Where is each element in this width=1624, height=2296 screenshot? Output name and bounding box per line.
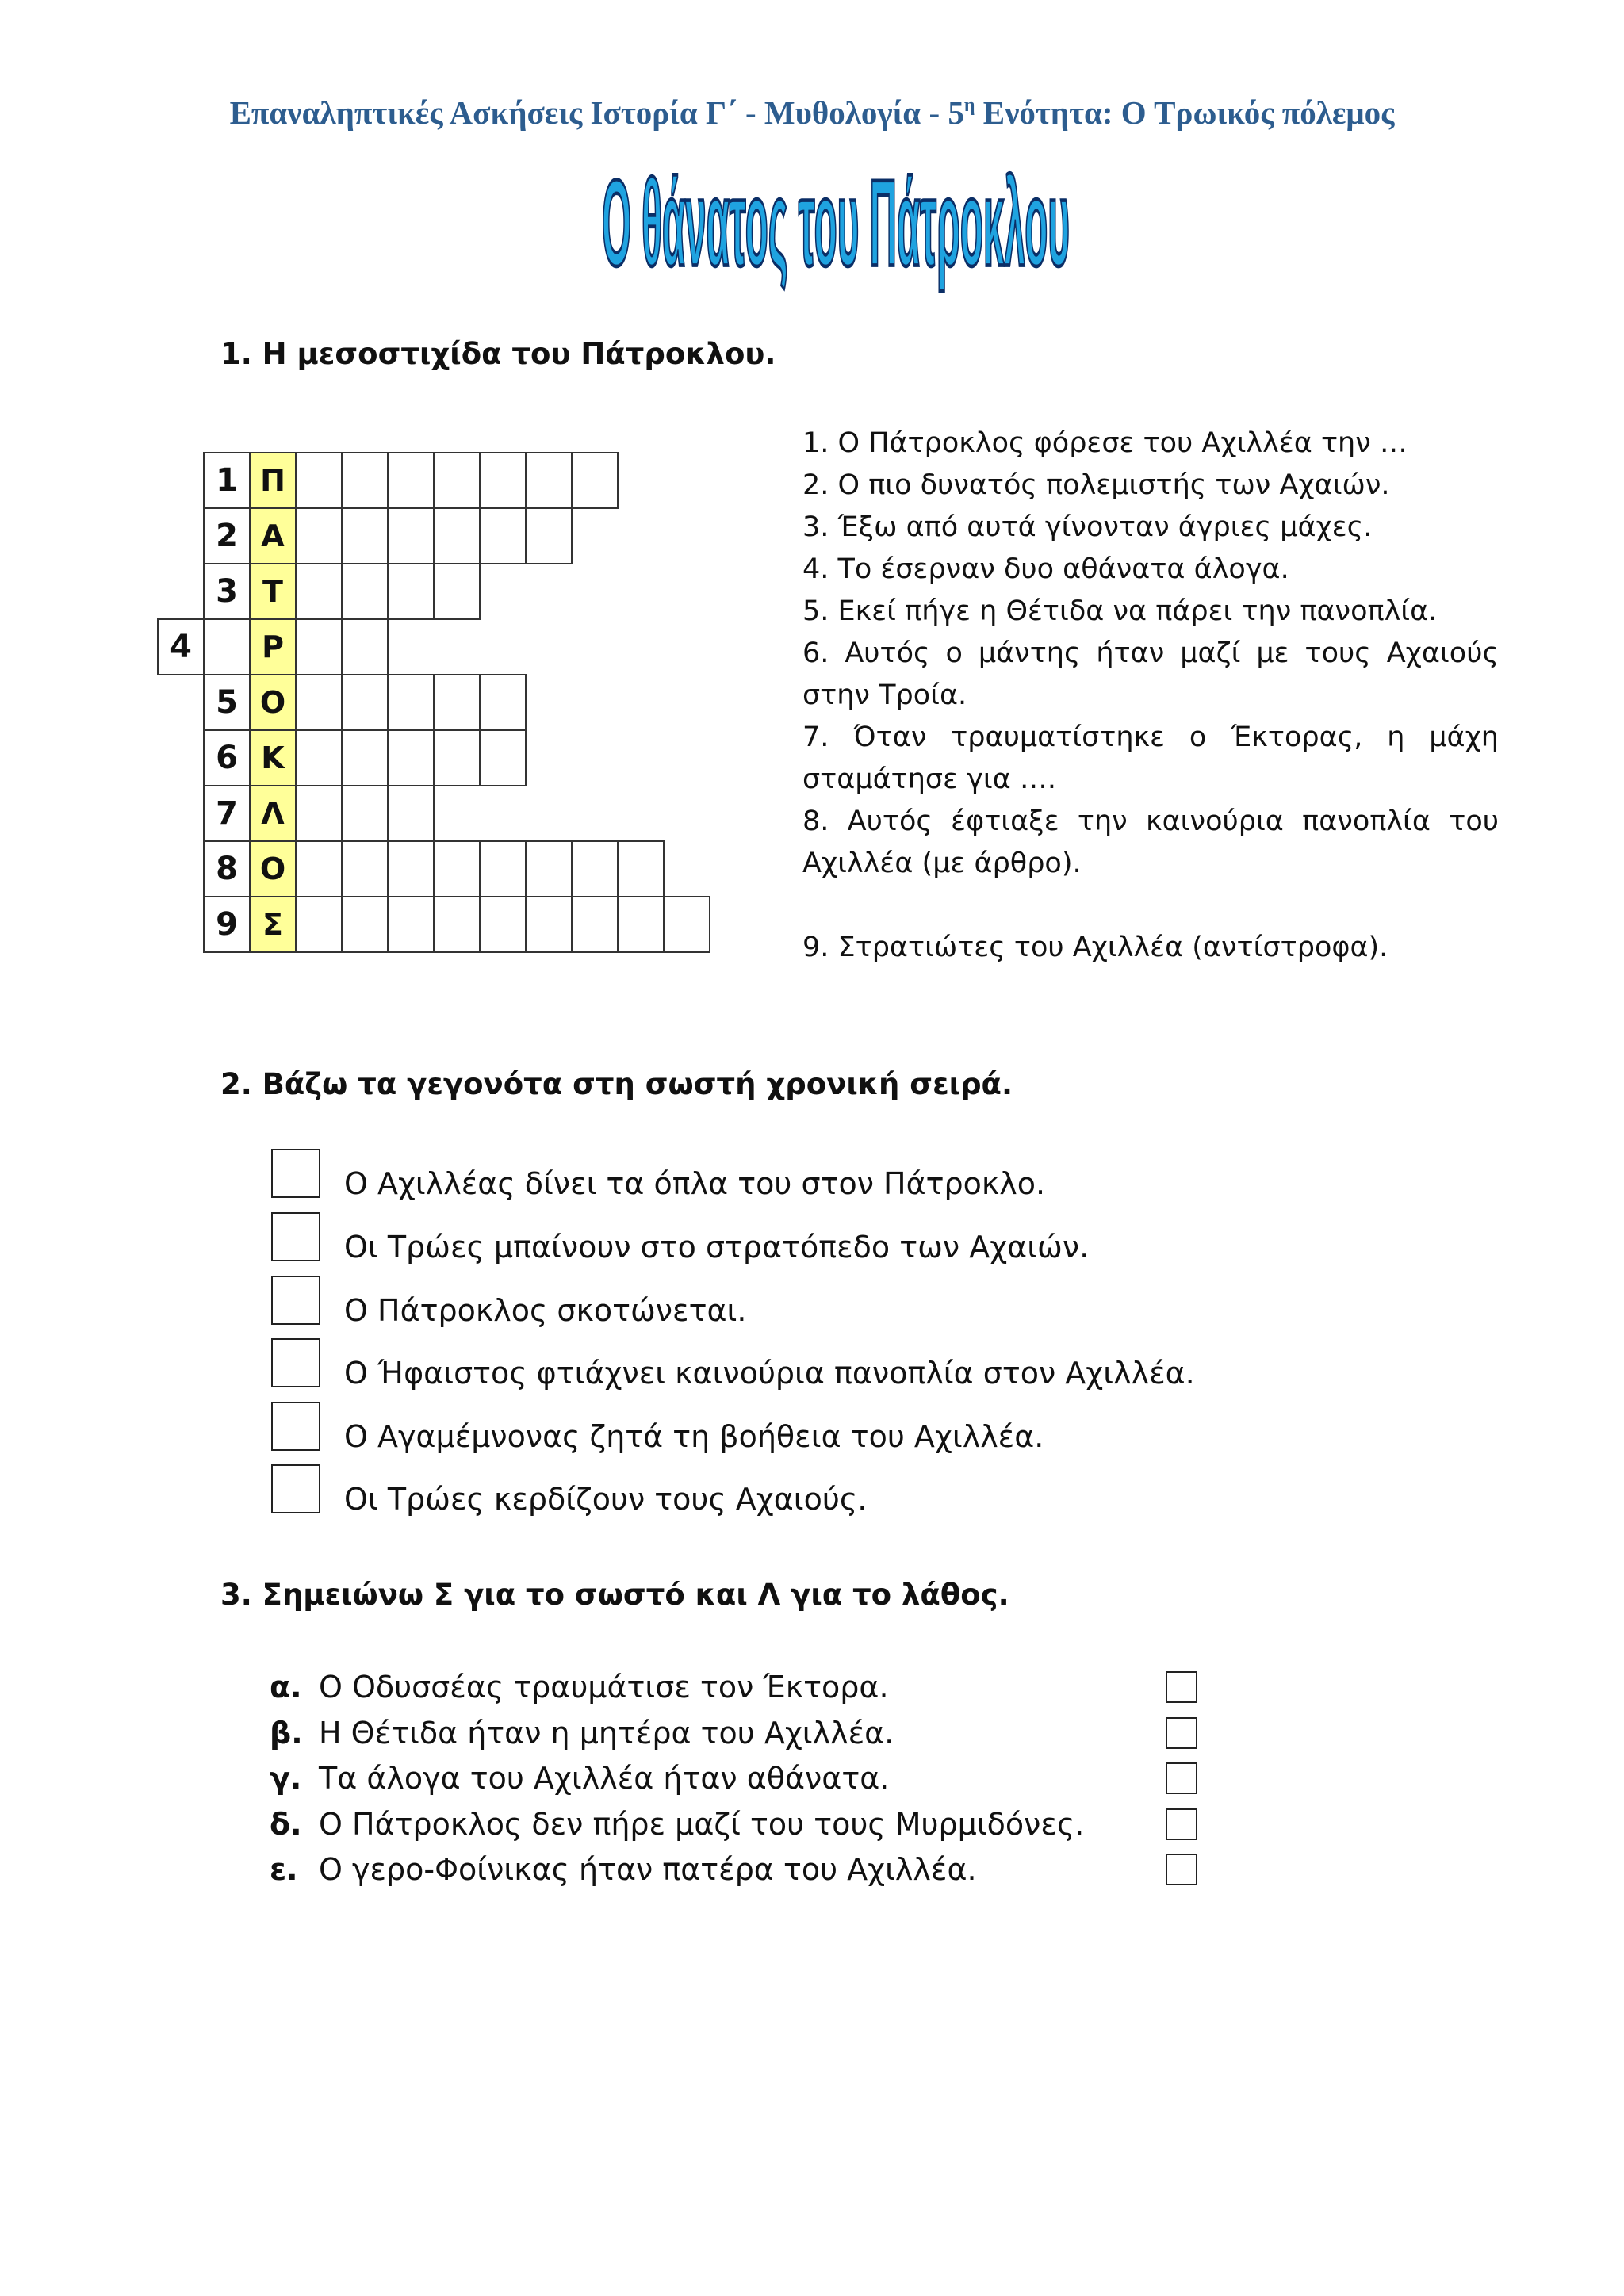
crossword-row-number: 1: [203, 452, 251, 509]
clue-8: 8. Αυτός έφτιαξε την καινούρια πανοπλία του Αχιλλέα (με άρθρο).: [802, 806, 1499, 879]
crossword-cell[interactable]: [571, 840, 619, 897]
crossword-cell[interactable]: [479, 840, 527, 897]
crossword-cell[interactable]: [295, 840, 343, 897]
item-statement: Τα άλογα του Αχιλλέα ήταν αθάνατα.: [319, 1761, 890, 1796]
crossword-key-letter: Σ: [249, 896, 297, 953]
true-false-item: [270, 1716, 1205, 1754]
true-false-item: [270, 1670, 1205, 1708]
order-item-text: Ο Πάτροκλος σκοτώνεται.: [344, 1293, 747, 1328]
crossword-grid: [157, 452, 748, 967]
crossword-cell[interactable]: [295, 674, 343, 731]
crossword-cell[interactable]: [525, 452, 573, 509]
crossword-cell[interactable]: [387, 729, 435, 786]
crossword-cell[interactable]: [295, 729, 343, 786]
crossword-cell[interactable]: [525, 896, 573, 953]
crossword-cell[interactable]: [433, 674, 481, 731]
clue-5: 5. Εκεί πήγε η Θέτιδα να πάρει την πανοπλία.: [802, 595, 1438, 627]
crossword-row-number: 3: [203, 563, 251, 620]
crossword-key-letter: Ο: [249, 840, 297, 897]
crossword-cell[interactable]: [525, 507, 573, 564]
crossword-cell[interactable]: [295, 507, 343, 564]
crossword-cell[interactable]: [525, 840, 573, 897]
item-letter: δ.: [270, 1807, 302, 1842]
answer-checkbox[interactable]: [1166, 1717, 1197, 1749]
order-number-box[interactable]: [271, 1464, 320, 1513]
crossword-cell[interactable]: [295, 896, 343, 953]
crossword-cell[interactable]: [479, 896, 527, 953]
clue-1: 1. Ο Πάτροκλος φόρεσε του Αχιλλέα την …: [802, 427, 1408, 459]
item-letter: α.: [270, 1670, 302, 1705]
crossword-cell[interactable]: [479, 729, 527, 786]
clue-4: 4. Το έσερναν δυο αθάνατα άλογα.: [802, 553, 1289, 585]
item-letter: ε.: [270, 1852, 298, 1887]
crossword-key-letter: Κ: [249, 729, 297, 786]
crossword-cell[interactable]: [295, 452, 343, 509]
crossword-cell[interactable]: [433, 896, 481, 953]
clue-2: 2. Ο πιο δυνατός πολεμιστής των Αχαιών.: [802, 469, 1390, 501]
crossword-cell[interactable]: [663, 896, 710, 953]
item-statement: Ο γερο-Φοίνικας ήταν πατέρα του Αχιλλέα.: [319, 1852, 977, 1887]
clue-9: 9. Στρατιώτες του Αχιλλέα (αντίστροφα).: [802, 932, 1388, 963]
crossword-cell[interactable]: [617, 840, 665, 897]
section1-heading: 1. Η μεσοστιχίδα του Πάτροκλου.: [220, 337, 776, 371]
crossword-key-letter: Π: [249, 452, 297, 509]
order-item-text: Οι Τρώες κερδίζουν τους Αχαιούς.: [344, 1482, 868, 1517]
header-prefix: Επαναληπτικές Ασκήσεις Ιστορία Γ΄ - Μυθολογία - 5: [229, 94, 964, 131]
order-item: [271, 1276, 1223, 1328]
crossword-cell[interactable]: [341, 452, 389, 509]
order-item: [271, 1338, 1223, 1391]
order-item: [271, 1402, 1223, 1454]
order-item-text: Ο Αγαμέμνονας ζητά τη βοήθεια του Αχιλλέα.: [344, 1419, 1044, 1454]
item-statement: Η Θέτιδα ήταν η μητέρα του Αχιλλέα.: [319, 1716, 894, 1751]
order-item-text: Οι Τρώες μπαίνουν στο στρατόπεδο των Αχαιών.: [344, 1230, 1090, 1265]
true-false-item: [270, 1761, 1205, 1799]
header-suffix: Ενότητα: Ο Τρωικός πόλεμος: [975, 94, 1395, 131]
crossword-cell[interactable]: [387, 896, 435, 953]
crossword-cell[interactable]: [341, 618, 389, 675]
item-statement: Ο Οδυσσέας τραυμάτισε τον Έκτορα.: [319, 1670, 889, 1705]
crossword-key-letter: Ο: [249, 674, 297, 731]
crossword-cell[interactable]: [617, 896, 665, 953]
crossword-cell[interactable]: [387, 785, 435, 842]
crossword-cell[interactable]: [295, 618, 343, 675]
crossword-cell[interactable]: [571, 896, 619, 953]
crossword-cell[interactable]: [571, 452, 619, 509]
true-false-item: [270, 1852, 1205, 1890]
order-item: [271, 1149, 1223, 1201]
page-title: [590, 154, 1082, 297]
crossword-row-number: 2: [203, 507, 251, 564]
crossword-cell[interactable]: [295, 563, 343, 620]
order-number-box[interactable]: [271, 1402, 320, 1451]
clue-6: 6. Αυτός ο μάντης ήταν μαζί με τους Αχαιούς στην Τροία.: [802, 637, 1499, 711]
item-letter: β.: [270, 1716, 303, 1751]
item-letter: γ.: [270, 1761, 302, 1796]
true-false-item: [270, 1807, 1205, 1845]
answer-checkbox[interactable]: [1166, 1808, 1197, 1840]
crossword-cell[interactable]: [479, 452, 527, 509]
crossword-cell[interactable]: [341, 674, 389, 731]
crossword-cell[interactable]: [203, 618, 251, 675]
item-statement: Ο Πάτροκλος δεν πήρε μαζί του τους Μυρμιδόνες.: [319, 1807, 1085, 1842]
crossword-key-letter: Ρ: [249, 618, 297, 675]
crossword-cell[interactable]: [341, 896, 389, 953]
crossword-cell[interactable]: [433, 507, 481, 564]
crossword-cell[interactable]: [341, 785, 389, 842]
crossword-cell[interactable]: [387, 452, 435, 509]
order-number-box[interactable]: [271, 1212, 320, 1261]
crossword-row-number: 7: [203, 785, 251, 842]
crossword-row-number: 5: [203, 674, 251, 731]
order-item: [271, 1212, 1223, 1265]
crossword-cell[interactable]: [433, 840, 481, 897]
crossword-cell[interactable]: [387, 674, 435, 731]
crossword-cell[interactable]: [433, 729, 481, 786]
crossword-cell[interactable]: [387, 563, 435, 620]
answer-checkbox[interactable]: [1166, 1671, 1197, 1703]
order-number-box[interactable]: [271, 1149, 320, 1198]
crossword-row-number: 4: [157, 618, 205, 675]
section2-heading: 2. Βάζω τα γεγονότα στη σωστή χρονική σειρά.: [220, 1067, 1013, 1101]
order-number-box[interactable]: [271, 1276, 320, 1325]
crossword-row-number: 9: [203, 896, 251, 953]
crossword-key-letter: Τ: [249, 563, 297, 620]
crossword-cell[interactable]: [341, 507, 389, 564]
title-text: Ο θάνατος του Πάτροκλου: [602, 154, 1070, 292]
crossword-row-number: 6: [203, 729, 251, 786]
clue-3: 3. Έξω από αυτά γίνονταν άγριες μάχες.: [802, 511, 1373, 543]
crossword-key-letter: Λ: [249, 785, 297, 842]
title-wordart: [590, 154, 1082, 297]
order-item-text: Ο Αχιλλέας δίνει τα όπλα του στον Πάτροκλο.: [344, 1166, 1046, 1201]
crossword-clues: [802, 423, 1499, 969]
answer-checkbox[interactable]: [1166, 1762, 1197, 1794]
crossword-cell[interactable]: [387, 507, 435, 564]
order-number-box[interactable]: [271, 1338, 320, 1387]
crossword-cell[interactable]: [479, 674, 527, 731]
document-header: [0, 94, 1624, 132]
crossword-cell[interactable]: [479, 507, 527, 564]
crossword-cell[interactable]: [387, 840, 435, 897]
clue-7: 7. Όταν τραυματίστηκε ο Έκτορας, η μάχη σταμάτησε για ….: [802, 721, 1499, 795]
crossword-key-letter: Α: [249, 507, 297, 564]
crossword-cell[interactable]: [341, 563, 389, 620]
crossword-cell[interactable]: [341, 840, 389, 897]
section3-heading: 3. Σημειώνω Σ για το σωστό και Λ για το λάθος.: [220, 1578, 1009, 1612]
header-superscript: η: [963, 95, 975, 116]
answer-checkbox[interactable]: [1166, 1854, 1197, 1885]
crossword-row-number: 8: [203, 840, 251, 897]
crossword-cell[interactable]: [341, 729, 389, 786]
order-item-text: Ο Ήφαιστος φτιάχνει καινούρια πανοπλία στον Αχιλλέα.: [344, 1356, 1195, 1391]
crossword-cell[interactable]: [433, 452, 481, 509]
crossword-cell[interactable]: [433, 563, 481, 620]
order-item: [271, 1464, 1223, 1517]
crossword-cell[interactable]: [295, 785, 343, 842]
